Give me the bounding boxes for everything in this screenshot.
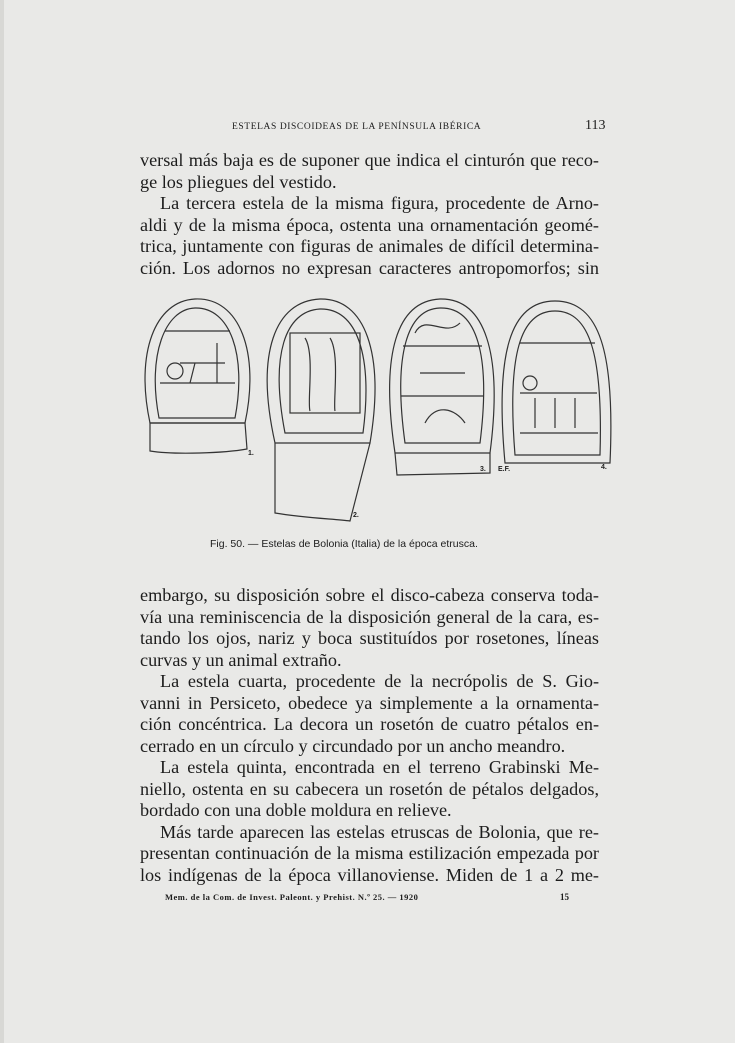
footer-citation: Mem. de la Com. de Invest. Paleont. y Prehist. N.º 25. — 1920 — [165, 892, 419, 902]
text-line: los indígenas de la época villanoviense. Miden de 1 a 2 me- — [140, 864, 599, 885]
text-line: presentan continuación de la misma estilización empezada por — [140, 843, 599, 863]
top-paragraphs — [140, 150, 599, 279]
text-line: Más tarde aparecen las estelas etruscas de Bolonia, que re- — [160, 821, 599, 842]
figure-label: E.F. — [498, 466, 511, 473]
figure-label: 1. — [248, 450, 254, 457]
bottom-paragraphs — [140, 585, 599, 886]
stela-2 — [267, 299, 375, 521]
stela-3 — [390, 299, 494, 475]
signature-mark: 15 — [560, 892, 569, 902]
figure-label: 4. — [601, 464, 607, 471]
stela-4 — [502, 301, 611, 463]
text-line: cerrado en un círculo y circundado por un ancho meandro. — [140, 735, 566, 756]
page-number: 113 — [585, 118, 606, 133]
text-line: trica, juntamente con figuras de animales de difícil determina- — [140, 236, 599, 256]
text-line: ge los pliegues del vestido. — [140, 171, 337, 192]
running-title: ESTELAS DISCOIDEAS DE LA PENÍNSULA IBÉRICA — [232, 122, 482, 132]
text-line: vía una reminiscencia de la disposición general de la cara, es- — [140, 606, 599, 627]
text-line: aldi y de la misma época, ostenta una ornamentación geomé- — [140, 214, 599, 235]
text-line: embargo, su disposición sobre el disco-cabeza conserva toda- — [140, 585, 599, 605]
text-line: La estela cuarta, procedente de la necrópolis de S. Gio- — [160, 671, 599, 691]
text-line: ción concéntrica. La decora un rosetón de cuatro pétalos en- — [140, 714, 599, 734]
figure-caption: Fig. 50. — Estelas de Bolonia (Italia) de la época etrusca. — [210, 538, 478, 550]
text-line: La estela quinta, encontrada en el terreno Grabinski Me- — [160, 757, 599, 777]
text-line: niello, ostenta en su cabecera un rosetón de pétalos delgados, — [140, 778, 599, 799]
page-edge — [0, 0, 4, 1043]
text-line: tando los ojos, nariz y boca sustituídos por rosetones, líneas — [140, 628, 599, 648]
figure-label: 2. — [353, 512, 359, 519]
stela-1 — [145, 299, 250, 453]
text-line: ción. Los adornos no expresan caracteres antropomorfos; sin — [140, 257, 599, 278]
text-line: La tercera estela de la misma figura, procedente de Arno- — [160, 193, 599, 213]
text-line: bordado con una doble moldura en relieve. — [140, 800, 452, 820]
figure-label: 3. — [480, 466, 486, 473]
text-line: versal más baja es de suponer que indica el cinturón que reco- — [140, 150, 599, 170]
text-line: curvas y un animal extraño. — [140, 649, 342, 670]
figure-stelae — [135, 293, 605, 528]
text-line: vanni in Persiceto, obedece ya simplemente a la ornamenta- — [140, 692, 599, 713]
